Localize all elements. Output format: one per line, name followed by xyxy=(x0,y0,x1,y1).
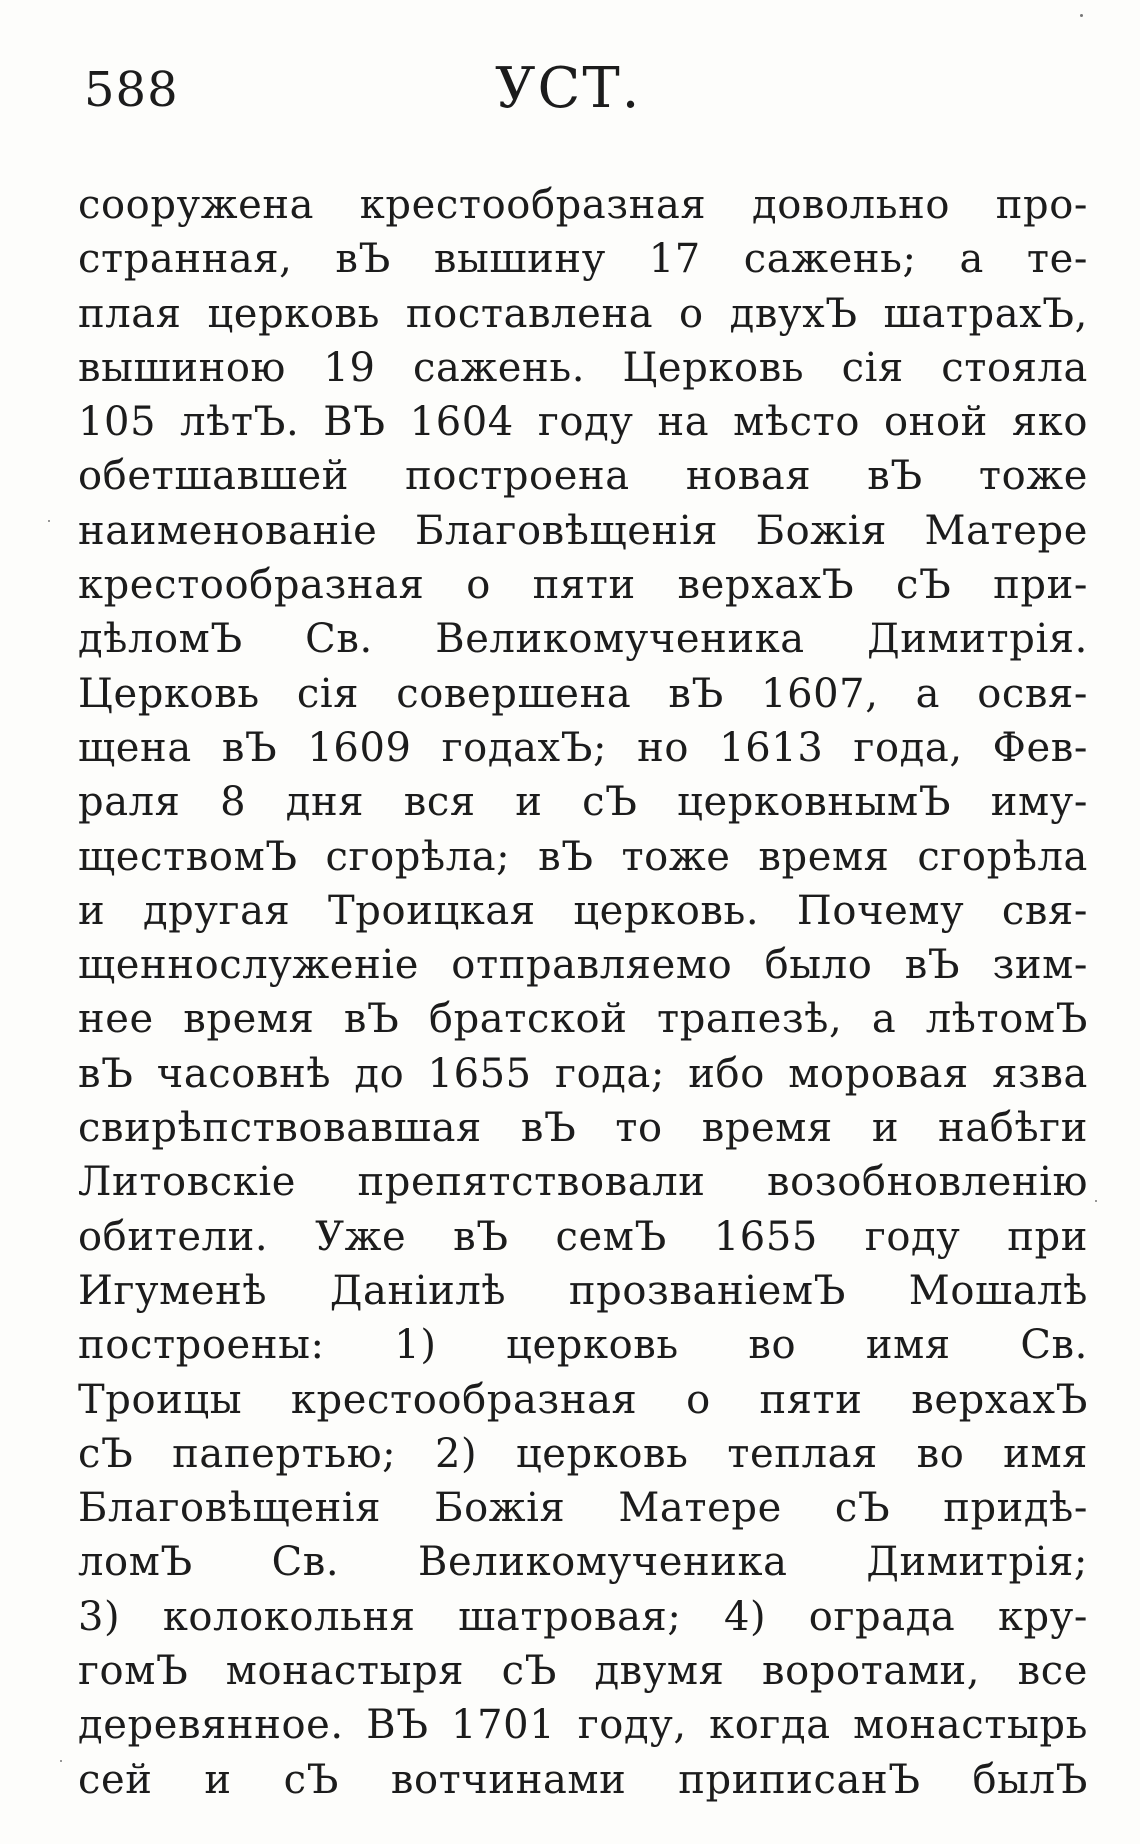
text-line: раля 8 дня вся и сЪ церковнымЪ иму- xyxy=(78,779,1088,826)
text-line: вЪ часовнѣ до 1655 года; ибо моровая язва xyxy=(78,1050,1088,1097)
text-line: и другая Троицкая церковь. Почему свя- xyxy=(78,887,1088,934)
running-head: УСТ. xyxy=(495,56,642,121)
paper-speck xyxy=(60,1760,62,1762)
text-line: построены: 1) церковь во имя Св. xyxy=(78,1322,1088,1369)
text-line: Литовскіе препятствовали возобновленію xyxy=(78,1159,1088,1206)
text-line: ществомЪ сгорѣла; вЪ тоже время сгорѣла xyxy=(78,833,1088,880)
text-line: крестообразная о пяти верхахЪ сЪ при- xyxy=(78,562,1088,609)
text-line: наименованіе Благовѣщенія Божія Матере xyxy=(78,507,1088,554)
text-line: свирѣпствовавшая вЪ то время и набѣги xyxy=(78,1105,1088,1152)
text-line: Троицы крестообразная о пяти верхахЪ xyxy=(78,1376,1088,1423)
text-line: нее время вЪ братской трапезѣ, а лѣтомЪ xyxy=(78,996,1088,1043)
text-line: щеннослуженіе отправляемо было вЪ зим- xyxy=(78,942,1088,989)
text-line: обители. Уже вЪ семЪ 1655 году при xyxy=(78,1213,1088,1260)
text-line: сей и сЪ вотчинами приписанЪ былЪ xyxy=(78,1756,1088,1803)
text-line: дѣломЪ Св. Великомученика Димитрія. xyxy=(78,616,1088,663)
text-line: ломЪ Св. Великомученика Димитрія; xyxy=(78,1539,1088,1586)
text-line: Игуменѣ Даніилѣ прозваніемЪ Мошалѣ xyxy=(78,1267,1088,1314)
text-line: 3) колокольня шатровая; 4) ограда кру- xyxy=(78,1593,1088,1640)
text-line: Церковь сія совершена вЪ 1607, а освя- xyxy=(78,670,1088,717)
text-line: обетшавшей построена новая вЪ тоже xyxy=(78,453,1088,500)
text-line: гомЪ монастыря сЪ двумя воротами, все xyxy=(78,1648,1088,1695)
text-line: 105 лѣтЪ. ВЪ 1604 году на мѣсто оной яко xyxy=(78,399,1088,446)
text-line: странная, вЪ вышину 17 сажень; а те- xyxy=(78,236,1088,283)
text-line: щена вЪ 1609 годахЪ; но 1613 года, Фев- xyxy=(78,724,1088,771)
page-number: 588 xyxy=(84,62,179,118)
paper-speck xyxy=(48,520,50,522)
paper-speck xyxy=(1095,1200,1097,1202)
paper-speck xyxy=(1080,14,1083,17)
text-line: вышиною 19 сажень. Церковь сія стояла xyxy=(78,344,1088,391)
text-line: Благовѣщенія Божія Матере сЪ придѣ- xyxy=(78,1485,1088,1532)
text-line: сооружена крестообразная довольно про- xyxy=(78,182,1088,228)
text-line: сЪ папертью; 2) церковь теплая во имя xyxy=(78,1430,1088,1477)
body-text xyxy=(78,178,1088,1807)
text-line: деревянное. ВЪ 1701 году, когда монастырь xyxy=(78,1702,1088,1749)
text-line: плая церковь поставлена о двухЪ шатрахЪ, xyxy=(78,290,1088,337)
